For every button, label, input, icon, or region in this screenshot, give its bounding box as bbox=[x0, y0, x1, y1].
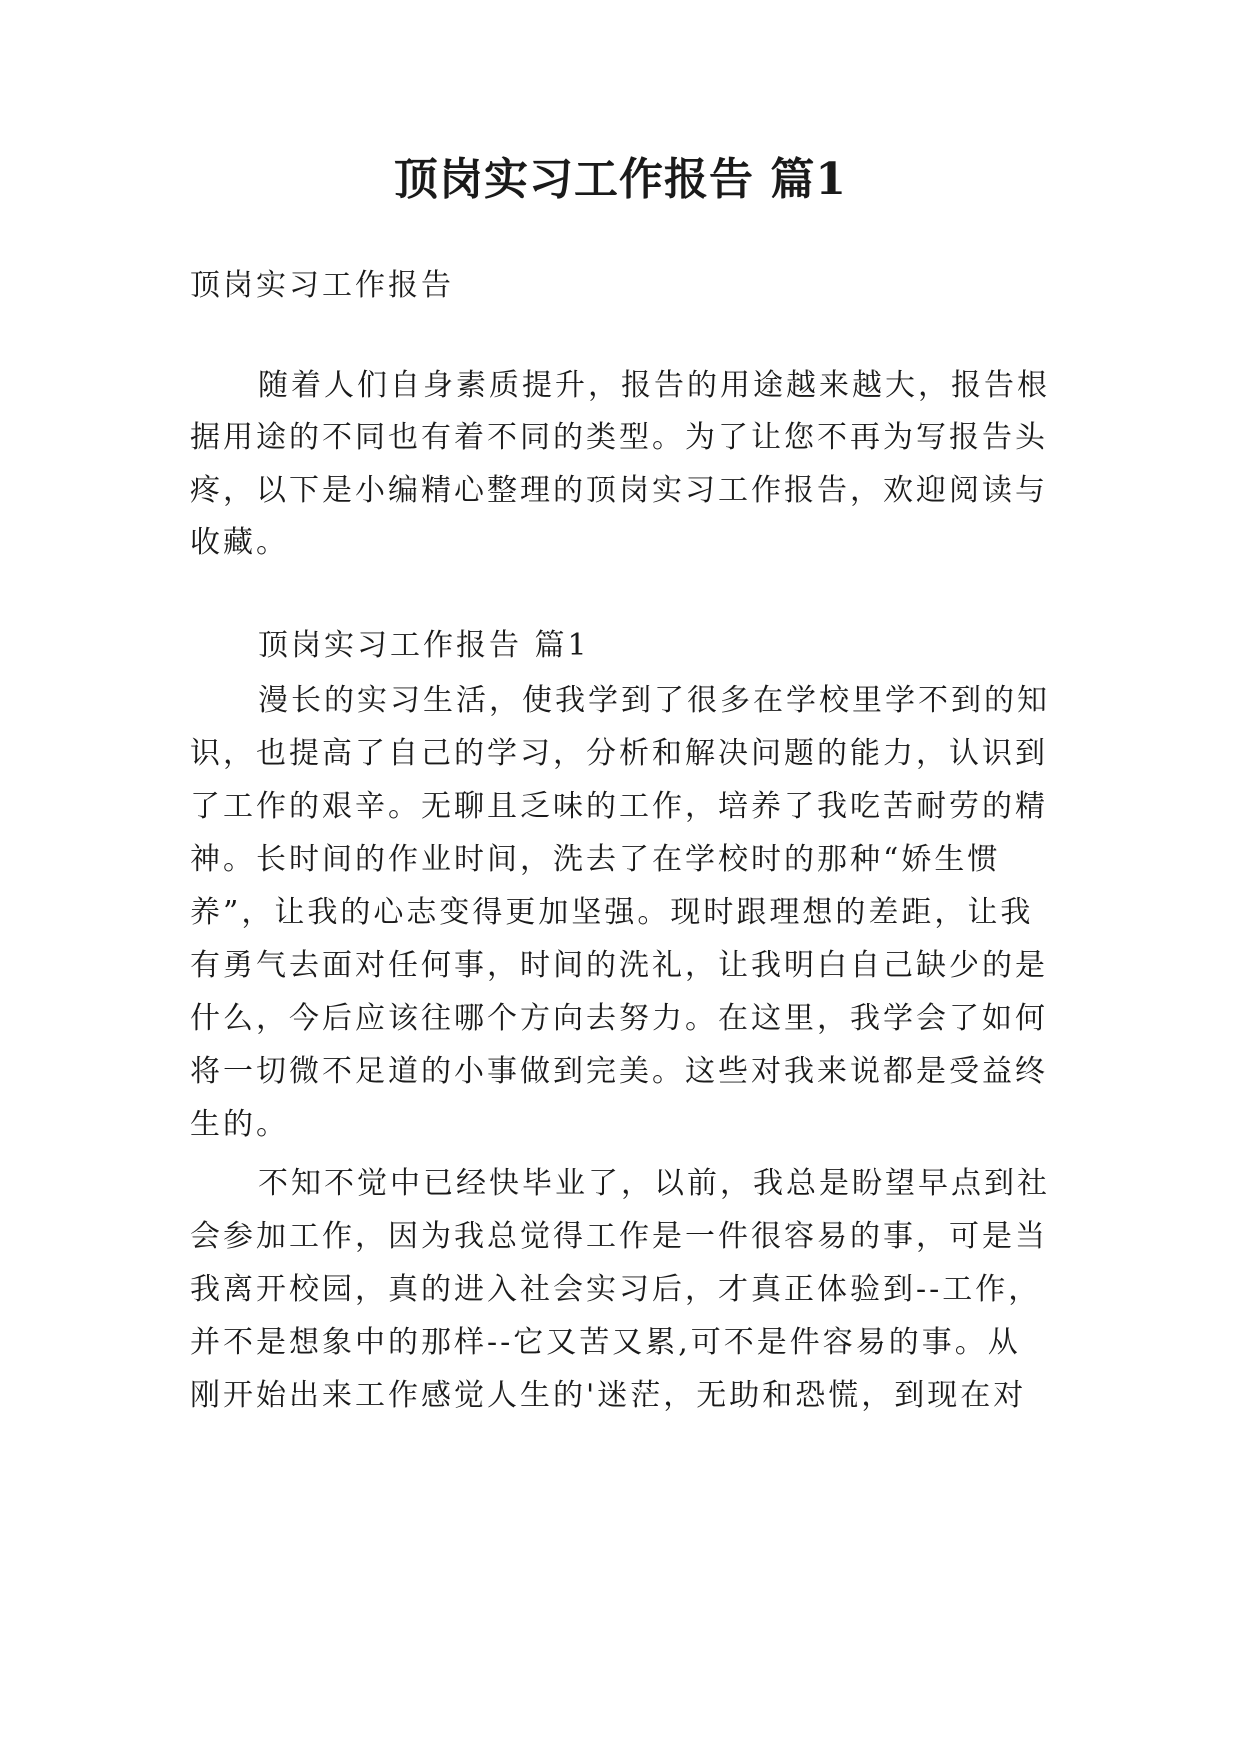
paragraph1-line: 什么，今后应该往哪个方向去努力。在这里，我学会了如何 bbox=[190, 1001, 1048, 1036]
document-title: 顶岗实习工作报告 篇1 bbox=[394, 154, 847, 205]
section-heading: 顶岗实习工作报告 篇1 bbox=[258, 628, 590, 663]
intro-line: 据用途的不同也有着不同的类型。为了让您不再为写报告头 bbox=[190, 420, 1048, 455]
paragraph2-line: 不知不觉中已经快毕业了，以前，我总是盼望早点到社 bbox=[258, 1166, 1050, 1201]
paragraph2-line: 我离开校园，真的进入社会实习后，才真正体验到--工作， bbox=[190, 1272, 1042, 1307]
paragraph1-line: 了工作的艰辛。无聊且乏味的工作，培养了我吃苦耐劳的精 bbox=[190, 789, 1048, 824]
intro-line: 随着人们自身素质提升，报告的用途越来越大，报告根 bbox=[258, 368, 1050, 403]
intro-line: 疼，以下是小编精心整理的顶岗实习工作报告，欢迎阅读与 bbox=[190, 473, 1048, 508]
paragraph2-line: 会参加工作，因为我总觉得工作是一件很容易的事，可是当 bbox=[190, 1219, 1048, 1254]
paragraph1-line: 将一切微不足道的小事做到完美。这些对我来说都是受益终 bbox=[190, 1054, 1048, 1089]
intro-line: 收藏。 bbox=[190, 525, 289, 560]
paragraph1-line: 漫长的实习生活，使我学到了很多在学校里学不到的知 bbox=[258, 683, 1050, 718]
paragraph1-line: 神。长时间的作业时间，洗去了在学校时的那种“娇生惯 bbox=[190, 842, 1001, 877]
document-subtitle: 顶岗实习工作报告 bbox=[190, 268, 454, 303]
paragraph1-line: 生的。 bbox=[190, 1107, 289, 1142]
paragraph1-line: 养”，让我的心志变得更加坚强。现时跟理想的差距，让我 bbox=[190, 895, 1034, 930]
paragraph1-line: 有勇气去面对任何事，时间的洗礼，让我明白自己缺少的是 bbox=[190, 948, 1048, 983]
paragraph2-line: 并不是想象中的那样--它又苦又累,可不是件容易的事。从 bbox=[190, 1325, 1021, 1360]
paragraph2-line: 刚开始出来工作感觉人生的'迷茫，无助和恐慌，到现在对 bbox=[190, 1378, 1027, 1413]
paragraph1-line: 识，也提高了自己的学习，分析和解决问题的能力，认识到 bbox=[190, 736, 1048, 771]
